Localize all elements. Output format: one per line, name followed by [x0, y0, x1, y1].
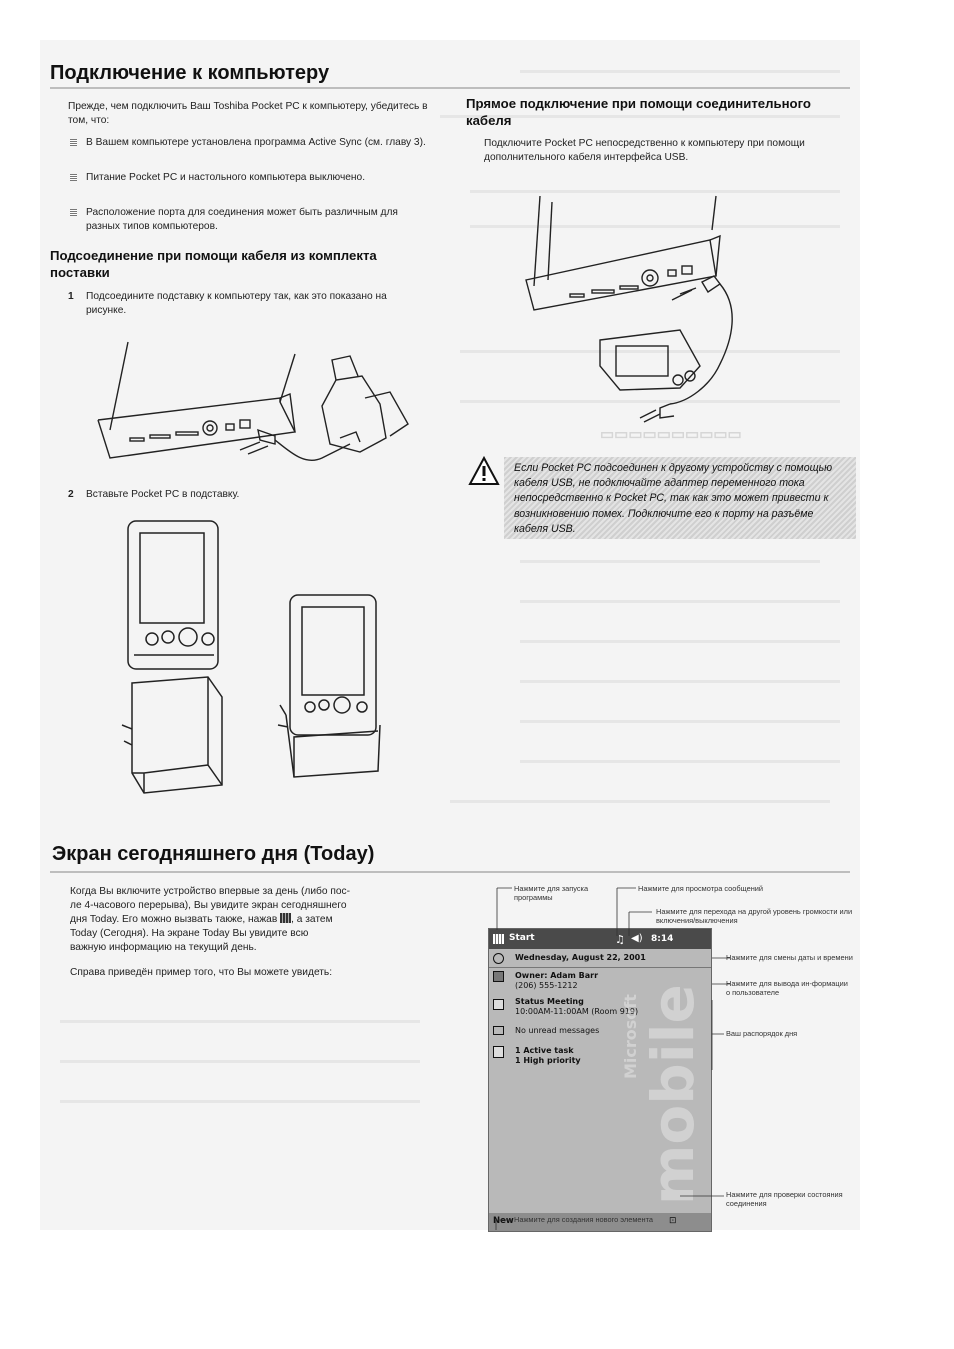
pda-date: Wednesday, August 22, 2001 [515, 953, 646, 962]
pda-tasks-priority: 1 High priority [515, 1056, 581, 1065]
callout-new-item: Нажмите для создания нового элемента [514, 1215, 654, 1224]
intro-paragraph: Прежде, чем подключить Ваш Toshiba Pocket PC к компьютеру, убедитесь в том, что: [68, 101, 428, 126]
bleed-through-artifact [520, 720, 840, 723]
start-button[interactable]: Start [509, 933, 535, 943]
step-1 [68, 290, 428, 320]
callout-start: Нажмите для запуска программы [514, 884, 589, 902]
tasks-icon [493, 1046, 504, 1058]
subheading-direct-connection: Прямое подключение при помощи соединительного кабеля [466, 96, 811, 128]
bleed-through-artifact [60, 1060, 420, 1063]
volume-icon[interactable]: ◀) [631, 933, 643, 944]
connection-icon[interactable]: ⊡ [669, 1216, 677, 1226]
today-paragraph-line: ле 4-часового перерыва), Вы увидите экран сегодняшнего [70, 900, 347, 911]
section-heading-today: Экран сегодняшнего дня (Today) [52, 843, 375, 865]
today-paragraph-line [70, 913, 445, 927]
new-button[interactable]: New [493, 1216, 514, 1226]
today-paragraph-line: Today (Сегодня). На экране Today Вы увидите всю [70, 928, 309, 939]
pda-clock[interactable]: 8:14 [651, 934, 674, 944]
pda-messages: No unread messages [515, 1026, 600, 1035]
bleed-through-artifact [450, 800, 830, 803]
today-paragraph-text: дня Today. Его можно вызвать также, нажав [70, 914, 278, 925]
bleed-through-artifact [520, 600, 840, 603]
bleed-through-artifact: ▭▭▭▭▭▭▭▭▭▭ [600, 426, 742, 443]
today-paragraph [70, 885, 445, 955]
warning-icon [468, 456, 500, 486]
section-heading-connection: Подключение к компьютеру [50, 62, 330, 84]
today-screen-screenshot [488, 928, 712, 1232]
today-paragraph-line: Когда Вы включите устройство впервые за день (либо пос- [70, 886, 351, 897]
messages-icon[interactable]: ♫ [615, 933, 625, 946]
callout-messages: Нажмите для просмотра сообщений [638, 884, 764, 893]
bullet-item: В Вашем компьютере установлена программа Active Sync (см. главу 3). [68, 136, 446, 150]
callout-connection: Нажмите для проверки состояния соединения [726, 1190, 843, 1208]
pda-owner: Owner: Adam Barr [515, 971, 599, 980]
heading-rule [50, 871, 850, 873]
callout-volume: Нажмите для перехода на другой уровень громкости или включения/выключения [656, 907, 853, 925]
bleed-through-artifact [520, 70, 840, 73]
bleed-through-artifact [520, 760, 840, 763]
pda-phone: (206) 555-1212 [515, 981, 578, 990]
clock-icon [493, 953, 504, 964]
pda-meeting-time: 10:00AM-11:00AM (Room 919) [515, 1007, 639, 1016]
usb-connection-illustration [520, 190, 750, 420]
subheading-cradle-connection: Подсоединение при помощи кабеля из комплекта поставки [50, 248, 377, 280]
callout-datetime: Нажмите для смены даты и времени [726, 953, 853, 962]
step-2 [68, 488, 428, 504]
divider [489, 967, 711, 968]
bleed-through-artifact [60, 1100, 420, 1103]
owner-icon [493, 971, 504, 982]
bullet-item: Питание Pocket PC и настольного компьютера выключено. [68, 171, 426, 185]
brand-watermark-large: mobile [639, 984, 707, 1205]
bleed-through-artifact [520, 640, 840, 643]
pda-title-bar [489, 929, 711, 949]
callout-owner: Нажмите для вывода ин-формации о пользователе [726, 979, 848, 997]
today-paragraph-text: , а затем [291, 914, 333, 925]
calendar-icon [493, 999, 504, 1010]
pda-meeting: Status Meeting [515, 997, 584, 1006]
bleed-through-artifact [520, 560, 820, 563]
windows-flag-icon [280, 913, 291, 923]
step-text: Вставьте Pocket PC в подставку. [86, 489, 240, 500]
bleed-through-artifact [60, 1020, 420, 1023]
step-number: 1 [68, 291, 74, 302]
pda-tasks-active: 1 Active task [515, 1046, 574, 1055]
inbox-icon [493, 1026, 504, 1035]
brand-watermark-small: Microsoft [621, 994, 640, 1079]
start-flag-icon[interactable] [493, 934, 504, 944]
today-example-paragraph: Справа приведён пример того, что Вы можете увидеть: [70, 967, 333, 978]
heading-rule [50, 87, 850, 89]
bleed-through-artifact [520, 680, 840, 683]
step-number: 2 [68, 489, 74, 500]
device-in-cradle-illustration [118, 515, 398, 805]
today-paragraph-line: важную информацию на текущий день. [70, 942, 257, 953]
bullet-item: Расположение порта для соединения может быть различным для разных типов компьютеров. [68, 206, 426, 234]
direct-connection-paragraph: Подключите Pocket PC непосредственно к компьютеру при помощи дополнительного кабеля интерфейса USB. [484, 138, 805, 163]
warning-text: Если Pocket PC подсоединен к другому устройству с помощью кабеля USB, не подключайте адаптер переменного тока непосредственно к Pocket PC, так как это может привести к возникновению помех. Подключите его к порту на разъёме кабеля USB. [514, 462, 833, 535]
callout-schedule: Ваш распорядок дня [726, 1029, 798, 1038]
step-text: Подсоедините подставку к компьютеру так, как это показано на рисунке. [86, 291, 387, 316]
warning-box [504, 457, 856, 539]
cradle-connection-illustration [90, 340, 420, 470]
